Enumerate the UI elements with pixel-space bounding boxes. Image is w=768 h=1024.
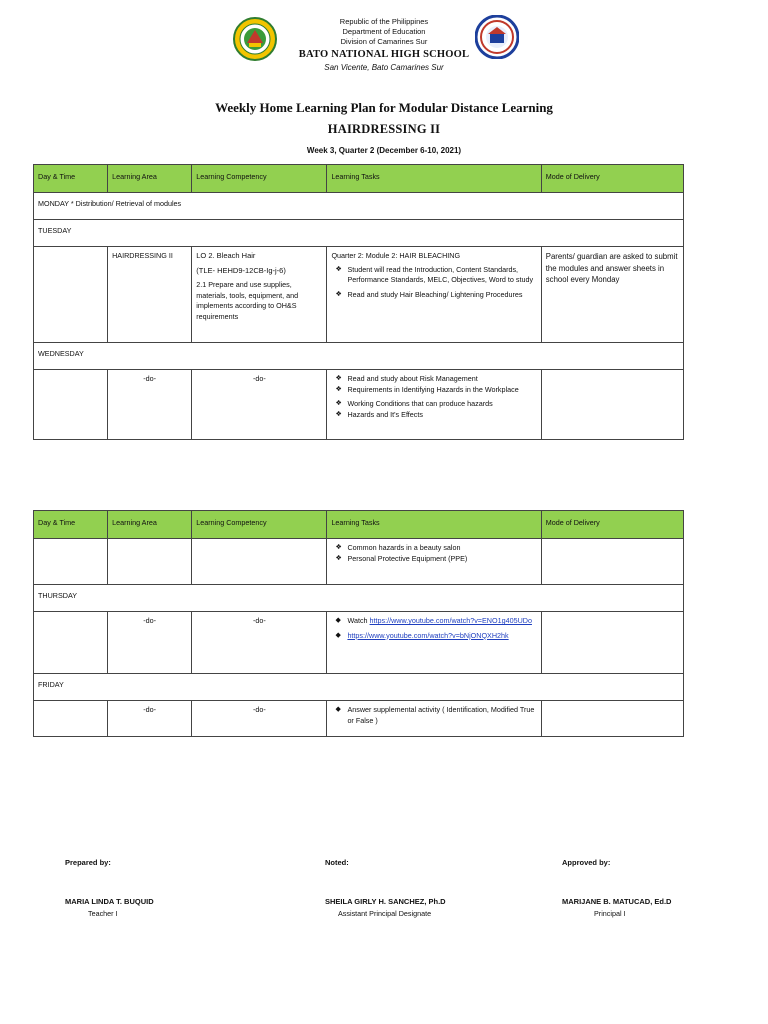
col-learning-competency: Learning Competency: [192, 165, 327, 193]
subject-title: HAIRDRESSING II: [327, 122, 441, 136]
table-row: [34, 247, 684, 343]
competency-lo: LO 2. Bleach Hair: [196, 251, 256, 260]
thursday-label: THURSDAY: [34, 585, 684, 612]
tuesday-time-cell: [34, 247, 108, 343]
continued-competency-cell: [192, 539, 327, 585]
continued-time-cell: [34, 539, 108, 585]
table-header-row: [34, 511, 684, 539]
list-item: ❖ Student will read the Introduction, Content Standards, Performance Standards, MELC, Objectives, Word to study: [335, 264, 534, 284]
tuesday-competency: [192, 247, 327, 343]
approved-by-name: MARIJANE B. MATUCAD, Ed.D: [562, 897, 672, 906]
col-learning-tasks: Learning Tasks: [327, 165, 541, 193]
list-item: [331, 631, 536, 642]
youtube-link-1[interactable]: https://www.youtube.com/watch?v=ENO1g405UDo: [369, 616, 532, 625]
col-day-time: Day & Time: [34, 511, 108, 539]
thursday-learning-area: -do-: [108, 612, 192, 674]
school-name: BATO NATIONAL HIGH SCHOOL: [298, 49, 470, 60]
approved-by-label: Approved by:: [562, 858, 611, 867]
solid-diamond-bullet-icon: ◆: [335, 631, 341, 639]
continued-mode-cell: [541, 539, 683, 585]
learning-plan-table-2: [33, 510, 684, 737]
table-row: [34, 701, 684, 737]
list-item: ❖ Read and study about Risk Management: [335, 374, 478, 383]
noted-role: Assistant Principal Designate: [338, 909, 432, 918]
tuesday-mode-of-delivery: Parents/ guardian are asked to submit the modules and answer sheets in school every Monday: [541, 247, 683, 343]
header-republic: Republic of the Philippines: [339, 17, 429, 26]
thursday-tasks: [327, 612, 541, 674]
learning-plan-table-1: [33, 164, 684, 440]
approved-by-role: Principal I: [594, 909, 626, 918]
thursday-time-cell: [34, 612, 108, 674]
prepared-by-role: Teacher I: [88, 909, 118, 918]
youtube-link-2[interactable]: https://www.youtube.com/watch?v=bNjONQXH2hk: [347, 630, 509, 640]
friday-label: FRIDAY: [34, 674, 684, 701]
school-address: San Vicente, Bato Camarines Sur: [324, 63, 444, 72]
thursday-mode-cell: [541, 612, 683, 674]
table-row: [34, 539, 684, 585]
friday-tasks: [327, 701, 541, 737]
table-row: [34, 585, 684, 612]
list-item: ❖ Requirements in Identifying Hazards in the Workplace: [335, 384, 519, 394]
watch-label: Watch: [347, 616, 368, 625]
diamond-bullet-icon: ❖: [335, 400, 342, 407]
list-item: ❖ Read and study Hair Bleaching/ Lightening Procedures: [335, 289, 523, 299]
tuesday-label: TUESDAY: [34, 220, 684, 247]
col-learning-competency: Learning Competency: [192, 511, 327, 539]
document-title: Weekly Home Learning Plan for Modular Distance Learning: [215, 100, 553, 115]
diamond-bullet-icon: ❖: [335, 544, 342, 551]
friday-time-cell: [34, 701, 108, 737]
list-item: ❖ Personal Protective Equipment (PPE): [335, 553, 468, 563]
header-department: Department of Education: [342, 27, 426, 36]
col-day-time: Day & Time: [34, 165, 108, 193]
competency-code: (TLE- HEHD9-12CB-Ig-j-6): [196, 265, 286, 275]
col-learning-area: Learning Area: [108, 511, 192, 539]
diamond-bullet-icon: ❖: [335, 385, 342, 393]
wednesday-learning-area: -do-: [108, 370, 192, 440]
friday-learning-area: -do-: [108, 701, 192, 737]
tasks-module-heading: Quarter 2: Module 2: HAIR BLEACHING: [331, 251, 461, 260]
col-learning-area: Learning Area: [108, 165, 192, 193]
wednesday-label: WEDNESDAY: [34, 343, 684, 370]
noted-name: SHEILA GIRLY H. SANCHEZ, Ph.D: [325, 897, 446, 906]
friday-competency: -do-: [192, 701, 327, 737]
week-quarter: Week 3, Quarter 2 (December 6-10, 2021): [306, 146, 462, 155]
tuesday-tasks: [327, 247, 541, 343]
list-item: ❖ Common hazards in a beauty salon: [335, 543, 461, 552]
prepared-by-name: MARIA LINDA T. BUQUID: [65, 897, 154, 906]
prepared-by-label: Prepared by:: [65, 858, 111, 867]
tuesday-learning-area: HAIRDRESSING II: [108, 247, 192, 343]
diamond-bullet-icon: ❖: [335, 290, 342, 298]
list-item: [331, 616, 536, 627]
diamond-bullet-icon: ❖: [335, 375, 342, 382]
table-row: [34, 612, 684, 674]
monday-row: MONDAY * Distribution/ Retrieval of modules: [34, 193, 684, 220]
list-item: ❖ Hazards and It's Effects: [335, 409, 423, 419]
col-learning-tasks: Learning Tasks: [327, 511, 541, 539]
solid-diamond-bullet-icon: ◆: [335, 617, 341, 624]
competency-detail: 2.1 Prepare and use supplies, materials, tools, equipment, and implements according to OH&S requirements: [196, 280, 299, 321]
friday-mode-cell: [541, 701, 683, 737]
wednesday-time-cell: [34, 370, 108, 440]
diamond-bullet-icon: ❖: [335, 410, 342, 418]
header-division: Division of Camarines Sur: [340, 37, 428, 46]
table-row: [34, 370, 684, 440]
table-row: [34, 193, 684, 220]
list-item: ❖ Working Conditions that can produce hazards: [335, 399, 493, 408]
wednesday-mode-of-delivery: [541, 370, 683, 440]
noted-label: Noted:: [325, 858, 349, 867]
continued-area-cell: [108, 539, 192, 585]
diamond-bullet-icon: ❖: [335, 554, 342, 562]
solid-diamond-bullet-icon: ◆: [335, 706, 341, 713]
list-item: ◆ Answer supplemental activity ( Identification, Modified True or False ): [335, 705, 535, 725]
continued-tasks: [327, 539, 541, 585]
col-mode-of-delivery: Mode of Delivery: [541, 511, 683, 539]
diamond-bullet-icon: ❖: [335, 265, 342, 273]
table-row: [34, 674, 684, 701]
col-mode-of-delivery: Mode of Delivery: [541, 165, 683, 193]
table-row: [34, 343, 684, 370]
wednesday-competency: -do-: [192, 370, 327, 440]
table-header-row: [34, 165, 684, 193]
thursday-competency: -do-: [192, 612, 327, 674]
wednesday-tasks: [327, 370, 541, 440]
table-row: [34, 220, 684, 247]
